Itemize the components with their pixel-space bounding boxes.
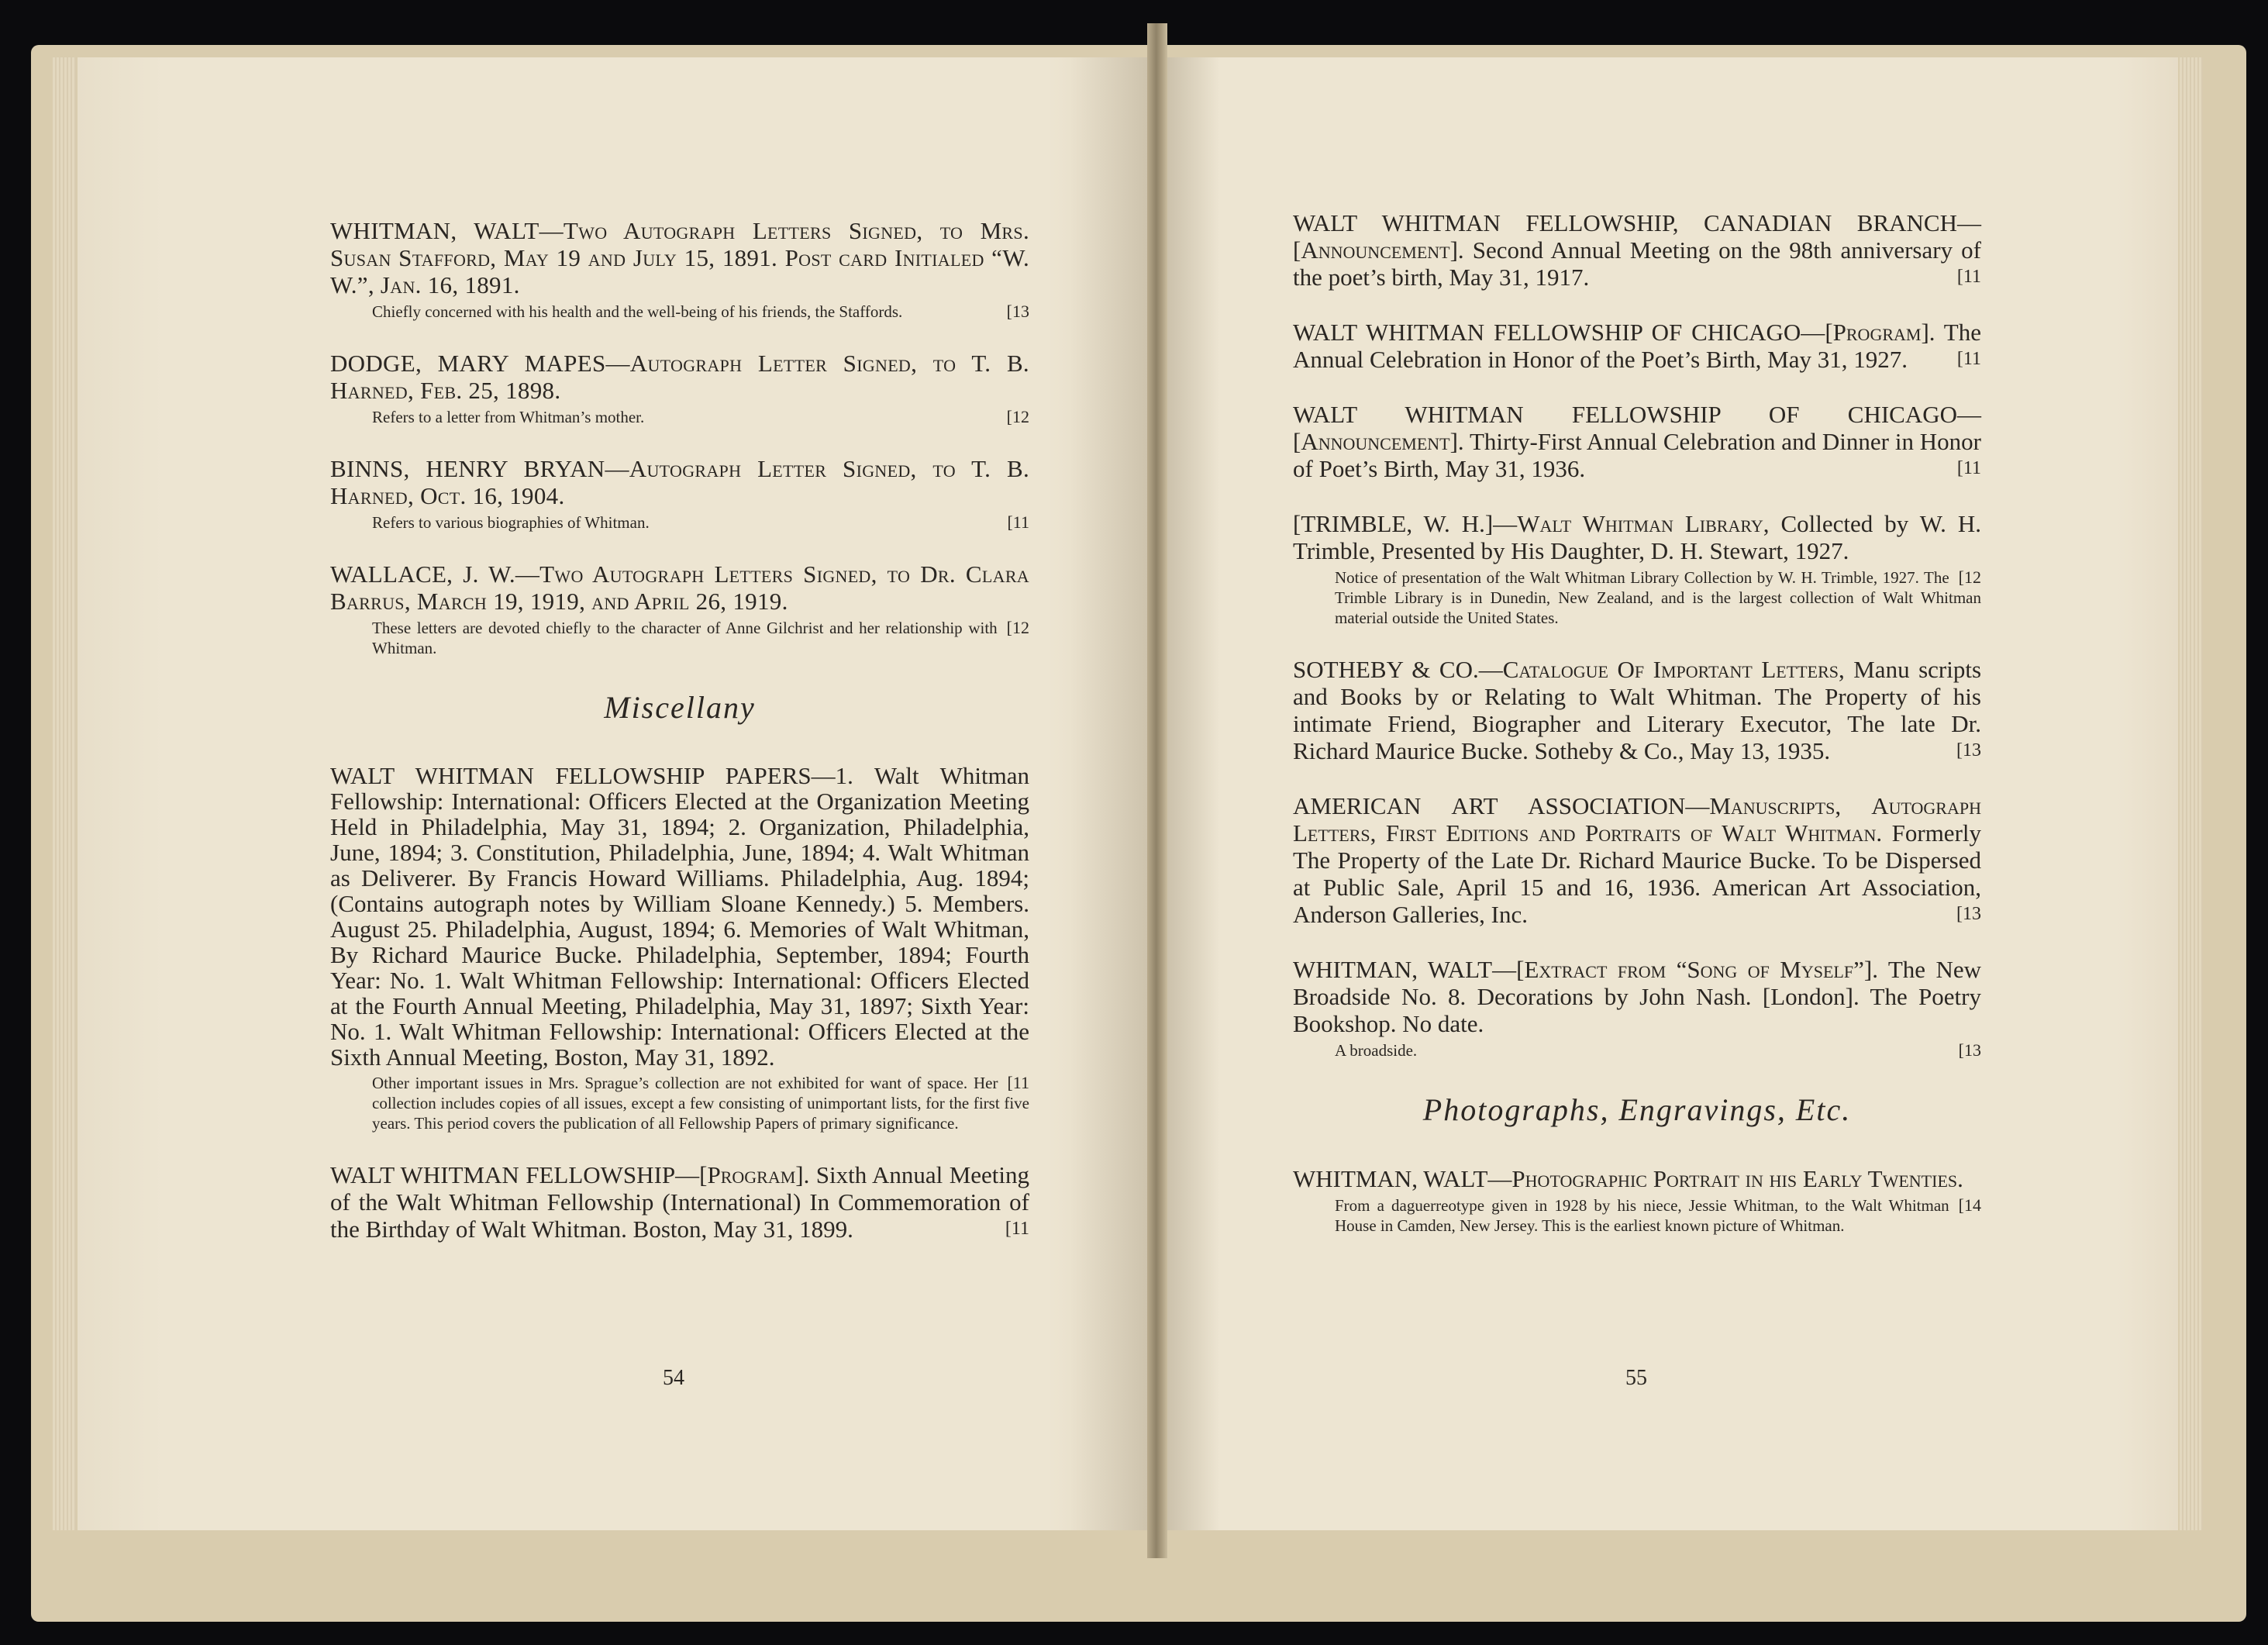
entry-heading: WALT WHITMAN FELLOWSHIP OF CHICAGO— [1293, 319, 1825, 346]
entry-description: —Autograph Letter Signed, to T. B. Harned, Feb. 25, 1898. [330, 350, 1029, 404]
entry-heading: WALT WHITMAN FELLOWSHIP— [330, 1161, 700, 1188]
entry-heading: BINNS, HENRY BRYAN [330, 455, 605, 482]
lot-number: [12 [1006, 618, 1029, 637]
entry-description: , Manu scripts and Books by or Relating to Walt Whitman. The Property of his intimate Friend, Biographer and Literary Executor, The late Dr. Richard Maurice Bucke. Sotheby & Co., May 13, 1935. [1293, 656, 1982, 764]
entry-description: Formerly The Property of the Late Dr. Richard Maurice Bucke. To be Dispersed at Public Sale, April 15 and 16, 1936. American Art Association, Anderson Galleries, Inc. [1293, 819, 1982, 928]
catalog-entry [330, 1161, 1029, 1243]
entry-description: . Thirty-First Annual Celebration and Dinner in Honor of Poet’s Birth, May 31, 1936. [1293, 428, 1981, 482]
gutter-shadow-left [1070, 57, 1155, 1530]
entry-description: . The New Broadside No. 8. Decorations by John Nash. [London]. The Poetry Bookshop. No date. [1293, 956, 1981, 1037]
lot-number: [14 [1958, 1195, 1981, 1215]
entry-description: , Collected by W. H. Trimble, Presented by His Daughter, D. H. Stewart, 1927. [1293, 510, 1981, 564]
section-title-photographs: Photographs, Engravings, Etc. [1422, 1092, 1852, 1127]
catalog-entry [1293, 319, 1981, 373]
entry-tag: [Program] [699, 1161, 804, 1188]
entry-note: Chiefly concerned with his health and the well-being of his friends, the Staffords. [372, 302, 903, 321]
catalog-entry [330, 217, 1029, 322]
entry-tag: Walt Whitman Library [1517, 510, 1763, 537]
page-number-right: 55 [1625, 1366, 1647, 1390]
catalog-entry [1293, 209, 1981, 291]
lot-number: [12 [1958, 567, 1981, 587]
entry-description: WALT WHITMAN FELLOWSHIP PAPERS—1. Walt Whitman Fellowship: International: Officers Elected at the Organization Meeting Held in Philadelphia, May 31, 1894; 2. Organization, Philadelphia, June, 1894; 3. Constitution, Philadelphia, June, 1894; 4. Walt Whitman as Deliverer. By Francis Howard Williams. Philadelphia, Aug. 1894; (Contains autograph notes by William Sloane Kennedy.) 5. Members. August 25. Philadelphia, August, 1894; 6. Memories of Walt Whitman, By Richard Maurice Bucke. Philadelphia, September, 1894; Fourth Year: No. 1. Walt Whitman Fellowship: International: Officers Elected at the Fourth Annual Meeting, Philadelphia, May 31, 1897; Sixth Year: No. 1. Walt Whitman Fellowship: International: Officers Elected at the Sixth Annual Meeting, Boston, May 31, 1892. [330, 762, 1029, 1071]
entry-heading: WHITMAN, WALT— [1293, 1165, 1512, 1192]
catalog-entry [1293, 956, 1981, 1060]
entry-note: Notice of presentation of the Walt Whitman Library Collection by W. H. Trimble, 1927. The Trimble Library is in Dunedin, New Zealand, and is the largest collection of Walt Whitman material outside the United States. [1335, 568, 1981, 627]
entry-description: —Two Autograph Letters Signed, to Mrs. Susan Stafford, May 19 and July 15, 1891. Post card Initialed “W. W.”, Jan. 16, 1891. [330, 217, 1029, 298]
lot-number: [11 [1007, 512, 1029, 532]
lot-number: [13 [1958, 1040, 1981, 1060]
entry-tag: [Announcement] [1293, 236, 1458, 264]
catalog-entry [1293, 656, 1981, 764]
catalog-entry [1293, 401, 1981, 482]
entry-note: Other important issues in Mrs. Sprague’s collection are not exhibited for want of space. Her collection includes copies of all issues, except a few consisting of unimportant lists, for the first five years. This period covers the publication of all Fellowship Papers of primary significance. [372, 1074, 1029, 1133]
entry-heading: WALT WHITMAN FELLOWSHIP OF CHICAGO— [1293, 401, 1981, 428]
lot-number: [12 [1006, 407, 1029, 426]
lot-number: [13 [1956, 904, 1981, 924]
right-page-text [1293, 209, 1981, 1264]
entry-description: —Two Autograph Letters Signed, to Dr. Clara Barrus, March 19, 1919, and April 26, 1919. [330, 560, 1029, 615]
page-number-left: 54 [663, 1366, 684, 1390]
catalog-entry [330, 350, 1029, 427]
entry-note: These letters are devoted chiefly to the character of Anne Gilchrist and her relationship with Whitman. [372, 619, 998, 657]
entry-note: Refers to various biographies of Whitman. [372, 513, 650, 532]
entry-heading: [TRIMBLE, W. H.]— [1293, 510, 1518, 537]
catalog-entry [1293, 510, 1981, 628]
entry-heading: WALLACE, J. W. [330, 560, 515, 588]
lot-number: [11 [1956, 267, 1981, 287]
right-page-edges [2180, 57, 2203, 1530]
entry-description: . Sixth Annual Meeting of the Walt Whitman Fellowship (International) In Commemoration of the Birthday of Walt Whitman. Boston, May 31, 1899. [330, 1161, 1030, 1243]
lot-number: [11 [1956, 349, 1981, 369]
left-page-edges [53, 57, 76, 1530]
entry-tag: Catalogue Of Important Letters [1502, 656, 1839, 683]
entry-heading: DODGE, MARY MAPES [330, 350, 606, 377]
entry-tag: [Announcement] [1293, 428, 1458, 455]
lot-number: [11 [1007, 1073, 1029, 1092]
catalog-entry [1293, 1165, 1981, 1236]
entry-tag: [Extract from “Song of Myself”] [1516, 956, 1873, 983]
entry-tag: Photographic Portrait in his Early Twenties. [1511, 1165, 1963, 1192]
entry-description: . The Annual Celebration in Honor of the Poet’s Birth, May 31, 1927. [1293, 319, 1982, 373]
entry-heading: WALT WHITMAN FELLOWSHIP, CANADIAN BRANCH— [1293, 209, 1981, 236]
entry-heading: AMERICAN ART ASSOCIATION— [1293, 792, 1710, 819]
entry-note: A broadside. [1335, 1041, 1418, 1060]
book-spine [1147, 23, 1167, 1558]
lot-number: [11 [1005, 1219, 1029, 1239]
lot-number: [11 [1956, 458, 1981, 478]
entry-note: Refers to a letter from Whitman’s mother. [372, 408, 645, 426]
section-title-miscellany: Miscellany [604, 690, 756, 725]
left-page-text [330, 217, 1029, 1271]
entry-heading: WHITMAN, WALT— [1293, 956, 1517, 983]
entry-tag: [Program] [1825, 319, 1929, 346]
entry-note: From a daguerreotype given in 1928 by his niece, Jessie Whitman, to the Walt Whitman House in Camden, New Jersey. This is the earliest known picture of Whitman. [1335, 1196, 1949, 1235]
gutter-shadow-right [1158, 57, 1220, 1530]
catalog-entry [330, 455, 1029, 533]
catalog-entry [330, 763, 1029, 1133]
catalog-entry [330, 560, 1029, 658]
entry-description: . Second Annual Meeting on the 98th anniversary of the poet’s birth, May 31, 1917. [1293, 236, 1981, 291]
entry-heading: SOTHEBY & CO.— [1293, 656, 1503, 683]
lot-number: [13 [1006, 302, 1029, 321]
entry-tag: Manuscripts, Autograph Letters, First Editions and Portraits of Walt Whitman. [1293, 792, 1981, 847]
lot-number: [13 [1956, 740, 1981, 760]
catalog-entry [1293, 792, 1981, 928]
entry-description: —Autograph Letter Signed, to T. B. Harned, Oct. 16, 1904. [330, 455, 1029, 509]
entry-heading: WHITMAN, WALT [330, 217, 539, 244]
